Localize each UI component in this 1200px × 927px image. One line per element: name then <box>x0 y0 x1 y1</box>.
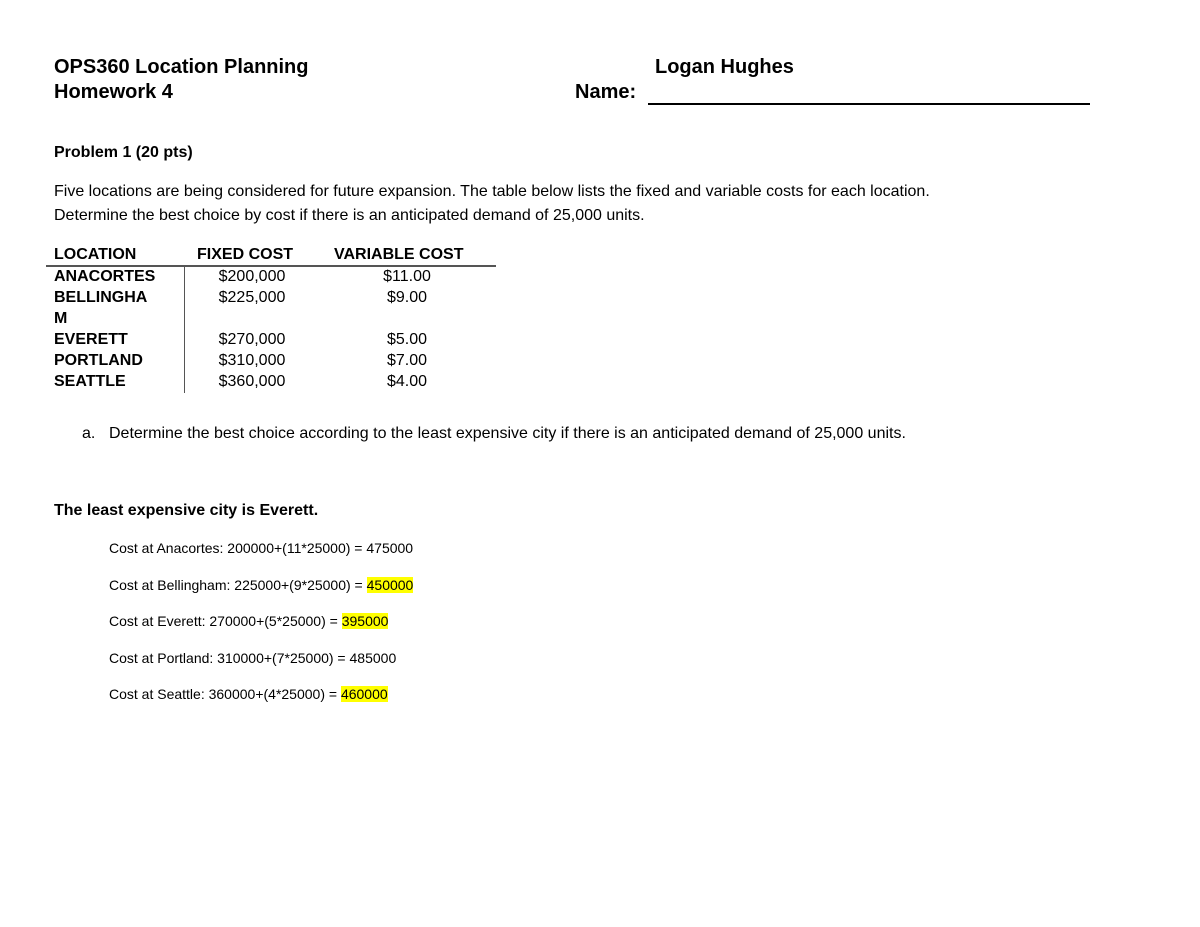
table-header-location: LOCATION <box>54 246 137 263</box>
table-cell-variable: $5.00 <box>386 331 428 348</box>
calc-expression: Cost at Bellingham: 225000+(9*25000) = <box>109 577 367 593</box>
calc-expression: Cost at Portland: 310000+(7*25000) = <box>109 650 350 666</box>
calc-result-highlighted: 450000 <box>366 577 414 593</box>
calc-result-highlighted: 395000 <box>341 613 389 629</box>
calc-line-anacortes <box>109 540 413 556</box>
table-cell-location: ANACORTES <box>54 268 156 285</box>
table-header-fixed-cost: FIXED COST <box>197 246 294 263</box>
table-column-rule <box>184 266 185 393</box>
table-cell-variable: $9.00 <box>386 289 428 306</box>
question-a-marker: a. <box>82 425 96 442</box>
calc-line-everett <box>109 613 388 629</box>
calc-line-seattle <box>109 686 388 702</box>
name-underline <box>648 103 1090 105</box>
table-cell-variable: $11.00 <box>383 268 431 285</box>
problem-description-line-1: Five locations are being considered for future expansion. The table below lists the fixed and variable costs for each location. <box>54 183 930 200</box>
calc-line-portland <box>109 650 396 666</box>
course-title: OPS360 Location Planning <box>54 56 309 78</box>
calc-result: 485000 <box>349 650 397 666</box>
table-cell-location: SEATTLE <box>54 373 126 390</box>
table-cell-fixed: $225,000 <box>218 289 286 306</box>
table-cell-location-wrap: M <box>54 310 68 327</box>
table-cell-fixed: $270,000 <box>218 331 286 348</box>
table-cell-location: PORTLAND <box>54 352 143 369</box>
table-cell-location: EVERETT <box>54 331 128 348</box>
table-cell-fixed: $310,000 <box>218 352 286 369</box>
assignment-title: Homework 4 <box>54 81 173 103</box>
table-cell-location: BELLINGHA <box>54 289 148 306</box>
problem-description-line-2: Determine the best choice by cost if there is an anticipated demand of 25,000 units. <box>54 207 645 224</box>
calc-result-highlighted: 460000 <box>340 686 388 702</box>
table-cell-variable: $7.00 <box>386 352 428 369</box>
name-label: Name: <box>575 81 637 103</box>
calc-expression: Cost at Anacortes: 200000+(11*25000) = <box>109 540 367 556</box>
table-header-rule <box>46 265 496 267</box>
calc-result: 475000 <box>366 540 414 556</box>
calc-line-bellingham <box>109 577 413 593</box>
table-cell-fixed: $360,000 <box>218 373 286 390</box>
student-name: Logan Hughes <box>655 56 794 78</box>
calc-expression: Cost at Seattle: 360000+(4*25000) = <box>109 686 341 702</box>
table-cell-fixed: $200,000 <box>218 268 286 285</box>
problem-title: Problem 1 (20 pts) <box>54 144 193 161</box>
answer-statement: The least expensive city is Everett. <box>54 502 319 519</box>
table-cell-variable: $4.00 <box>386 373 428 390</box>
table-header-variable-cost: VARIABLE COST <box>334 246 464 263</box>
calc-expression: Cost at Everett: 270000+(5*25000) = <box>109 613 342 629</box>
question-a-text: Determine the best choice according to the least expensive city if there is an anticipated demand of 25,000 units. <box>109 425 906 442</box>
